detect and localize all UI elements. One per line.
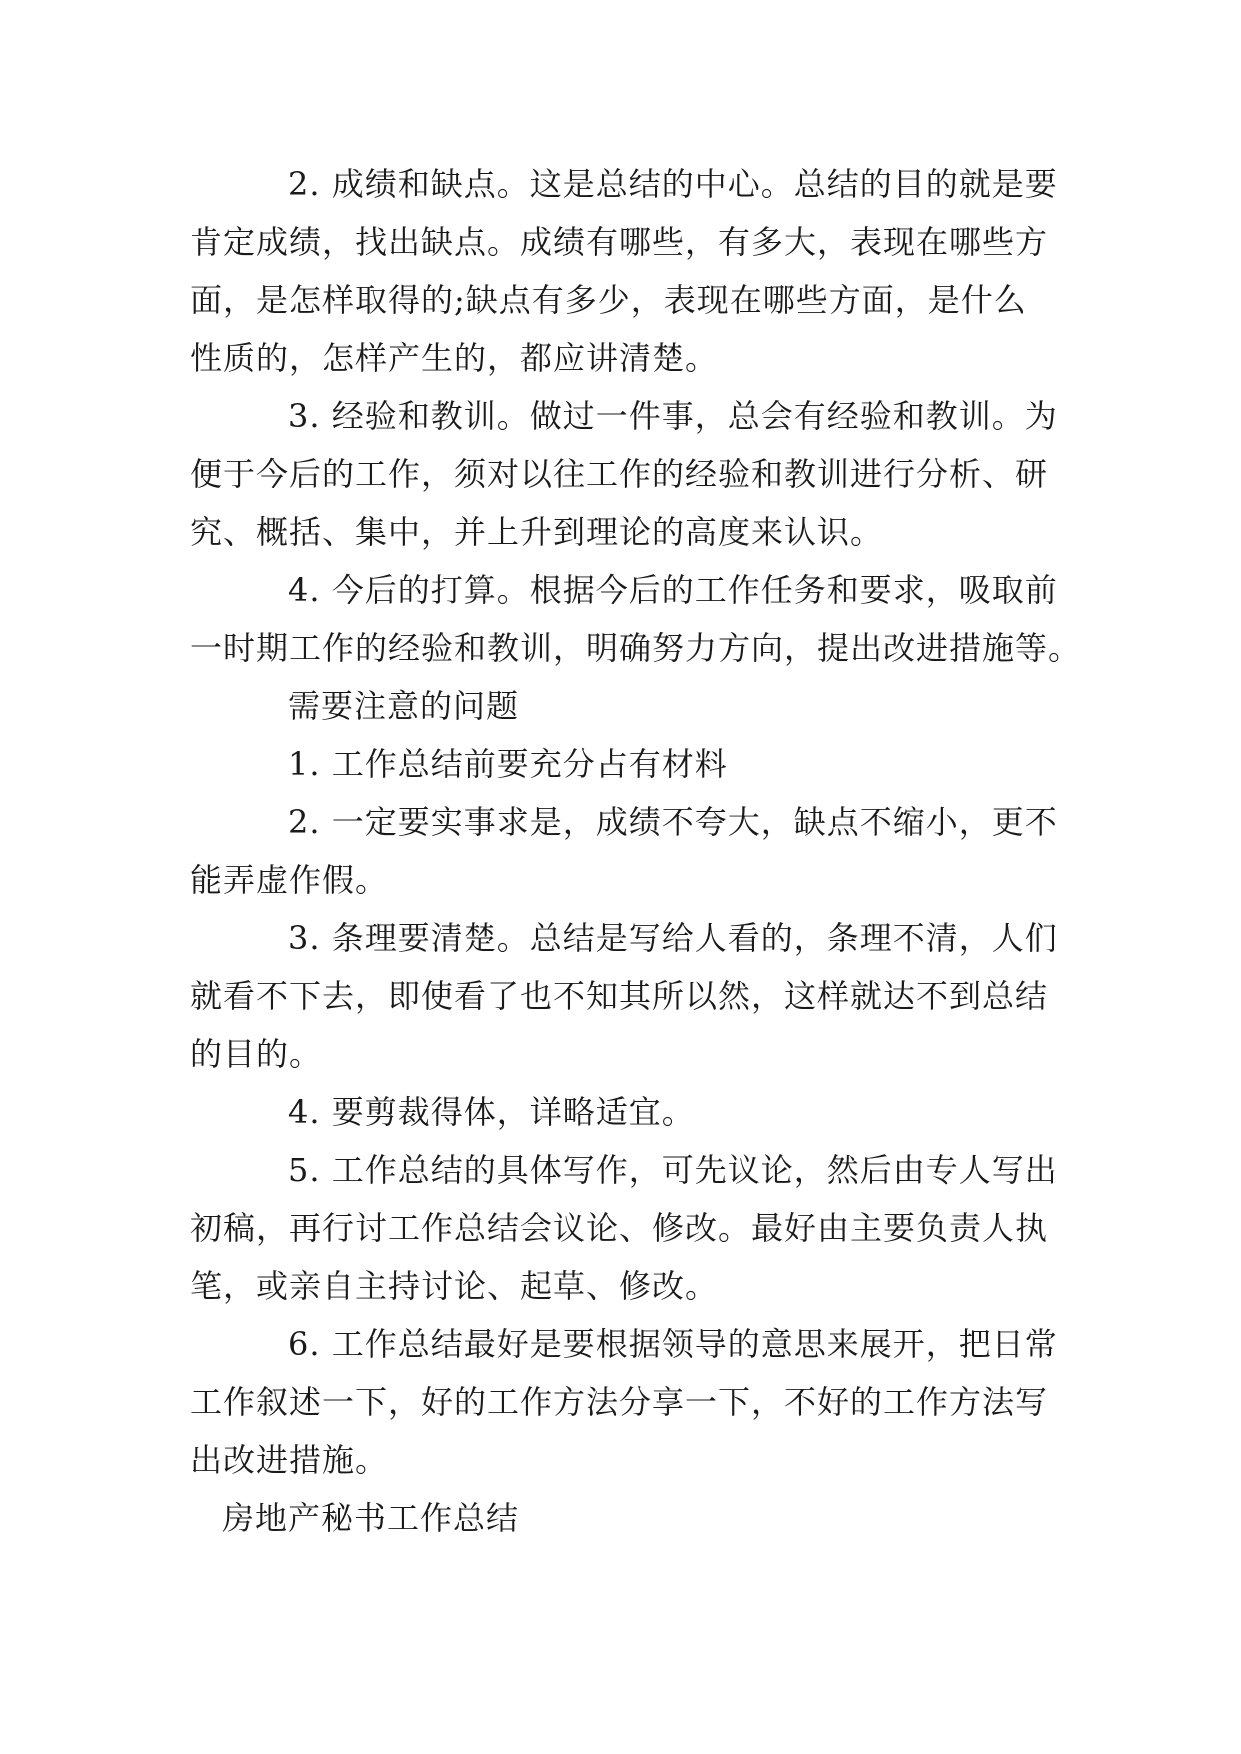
text-line: 5. 工作总结的具体写作，可先议论，然后由专人写出 xyxy=(288,1151,1058,1189)
text-line: 面，是怎样取得的;缺点有多少，表现在哪些方面，是什么 xyxy=(190,281,1027,319)
text-line: 6. 工作总结最好是要根据领导的意思来展开，把日常 xyxy=(288,1325,1058,1363)
text-line: 3. 条理要清楚。总结是写给人看的，条理不清，人们 xyxy=(288,919,1058,957)
text-line: 3. 经验和教训。做过一件事，总会有经验和教训。为 xyxy=(288,397,1058,435)
text-line: 究、概括、集中，并上升到理论的高度来认识。 xyxy=(190,513,884,551)
text-line: 2. 成绩和缺点。这是总结的中心。总结的目的就是要 xyxy=(288,165,1058,203)
text-line: 4. 要剪裁得体，详略适宜。 xyxy=(288,1093,695,1131)
text-line: 1. 工作总结前要充分占有材料 xyxy=(288,745,728,783)
text-line: 4. 今后的打算。根据今后的工作任务和要求，吸取前 xyxy=(288,571,1058,609)
text-line: 工作叙述一下，好的工作方法分享一下，不好的工作方法写 xyxy=(190,1383,1049,1421)
section-heading: 需要注意的问题 xyxy=(288,687,520,725)
text-line: 能弄虚作假。 xyxy=(190,861,389,899)
text-line: 便于今后的工作，须对以往工作的经验和教训进行分析、研 xyxy=(190,455,1049,493)
text-line: 肯定成绩，找出缺点。成绩有哪些，有多大，表现在哪些方 xyxy=(190,223,1049,261)
text-line: 一时期工作的经验和教训，明确努力方向，提出改进措施等。 xyxy=(190,629,1082,667)
text-line: 笔，或亲自主持讨论、起草、修改。 xyxy=(190,1267,719,1305)
text-line: 出改进措施。 xyxy=(190,1441,389,1479)
document-title: 房地产秘书工作总结 xyxy=(222,1499,520,1537)
text-line: 初稿，再行讨工作总结会议论、修改。最好由主要负责人执 xyxy=(190,1209,1049,1247)
text-line: 2. 一定要实事求是，成绩不夸大，缺点不缩小，更不 xyxy=(288,803,1058,841)
text-line: 就看不下去，即使看了也不知其所以然，这样就达不到总结 xyxy=(190,977,1049,1015)
text-line: 的目的。 xyxy=(190,1035,323,1073)
text-line: 性质的，怎样产生的，都应讲清楚。 xyxy=(190,339,719,377)
